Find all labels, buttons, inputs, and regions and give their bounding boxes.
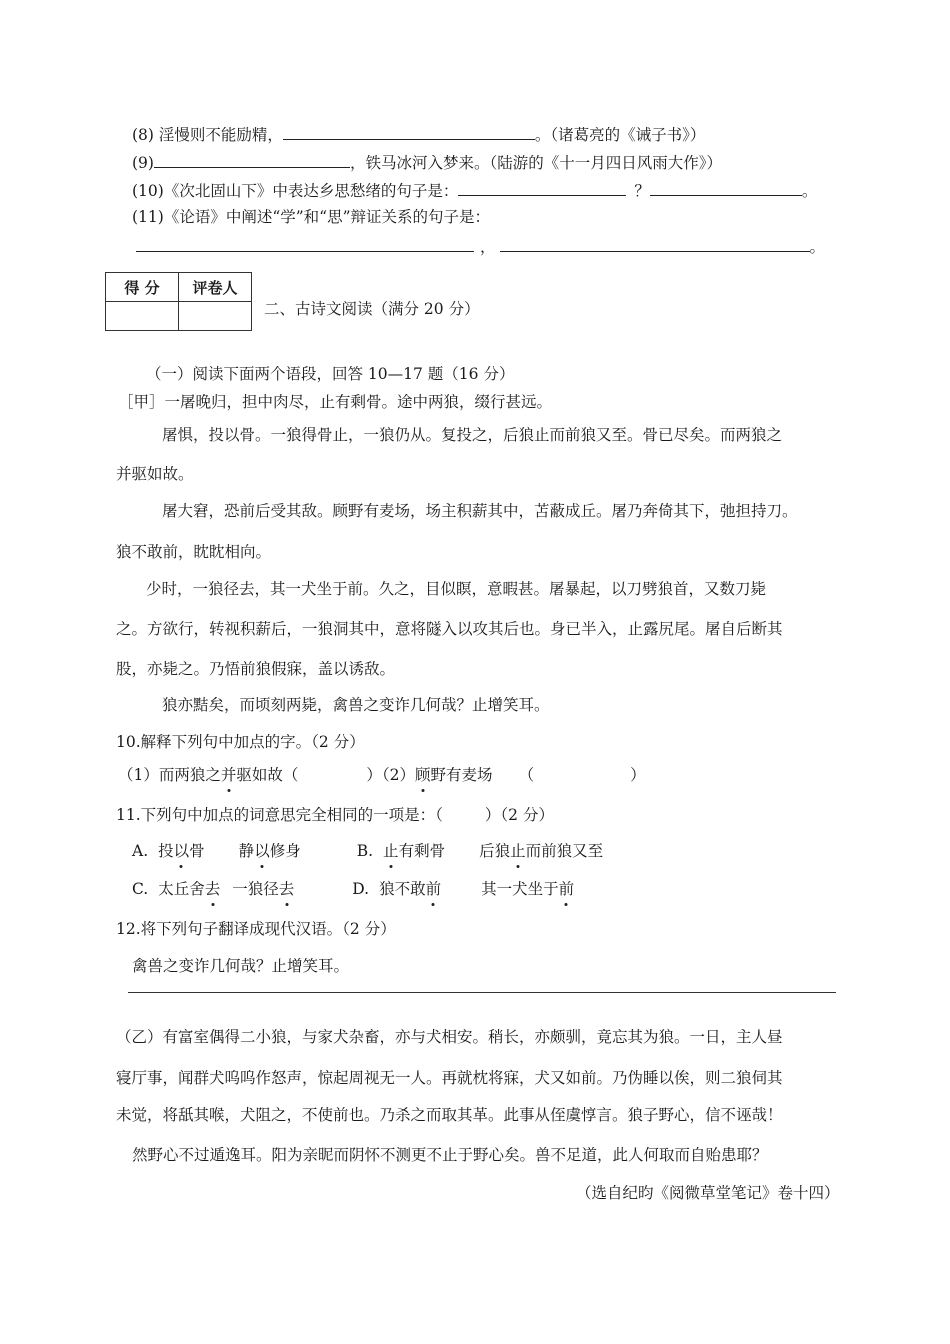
question-10-fill — [132, 178, 817, 202]
q11-option-b-label: B. — [356, 842, 374, 860]
q10-item1-close: ）（2） — [366, 766, 416, 784]
q10-fill-suffix: 。 — [801, 182, 818, 200]
q12-title: 12.将下列句子翻译成现代汉语。（2 分） — [116, 920, 396, 938]
q10-item1-suffix: 驱如故（ — [236, 766, 299, 784]
q10-item2-open: （ — [518, 766, 535, 784]
q11-a1-dotted: 以 — [173, 842, 190, 860]
q11-d1-pre: 狼不敢 — [379, 880, 426, 898]
q10-item1-prefix: （1）而两狼之 — [118, 766, 221, 784]
section-title: 二、古诗文阅读（满分 20 分） — [264, 300, 480, 318]
q11-fill-mid: ， — [480, 238, 496, 256]
q10-item2-close: ） — [630, 766, 646, 784]
q11-a1-post: 骨 — [189, 842, 205, 860]
yi-para-1a: （乙）有富室偶得二小狼，与家犬杂畜，亦与犬相安。稍长，亦颇驯，竟忘其为狼。一日，主人昼 — [116, 1028, 783, 1046]
q11-answer-blank-2[interactable] — [500, 234, 810, 252]
q11-d2-dotted: 前 — [558, 880, 575, 898]
q9-suffix: ，铁马冰河入梦来。（陆游的《十一月四日风雨大作》） — [349, 154, 722, 172]
q11-option-c-label: C. — [132, 880, 149, 898]
part1-intro: （一）阅读下面两个语段，回答 10—17 题（16 分） — [146, 365, 515, 383]
q10-answer-blank-2[interactable] — [650, 178, 802, 196]
jia-para-4a: 少时，一狼径去，其一犬坐于前。久之，目似瞑，意暇甚。屠暴起，以刀劈狼首，又数刀毙 — [146, 580, 767, 598]
q10-answer-blank-1[interactable] — [458, 178, 626, 196]
q11-c1-dotted: 去 — [204, 880, 221, 898]
q11-title-close: ）（2 分） — [484, 806, 554, 824]
jia-para-5: 狼亦黠矣，而顷刻两毙，禽兽之变诈几何哉？止增笑耳。 — [162, 696, 550, 714]
yi-para-1c: 未觉，将舐其喉，犬阻之，不使前也。乃杀之而取其革。此事从侄虞惇言。狼子野心，信不诬哉！ — [116, 1106, 783, 1124]
q12-sentence: 禽兽之变诈几何哉？止增笑耳。 — [132, 957, 350, 975]
q10-items — [118, 764, 646, 786]
question-9 — [132, 150, 722, 174]
q12-answer-line[interactable] — [128, 992, 836, 993]
q11-a1-pre: 投 — [158, 842, 174, 860]
q9-answer-blank[interactable] — [154, 150, 350, 168]
q11-b1-dotted: 止 — [383, 842, 399, 860]
question-8 — [132, 122, 705, 146]
q11-b2-dotted: 止 — [510, 842, 526, 860]
q11-b2-post: 而前狼又至 — [525, 842, 604, 860]
jia-para-4c: 股，亦毙之。乃悟前狼假寐，盖以诱敌。 — [116, 660, 396, 678]
q11-c2-dotted: 去 — [278, 880, 295, 898]
jia-para-2a: 屠惧，投以骨。一狼得骨止，一狼仍从。复投之，后狼止而前狼又至。骨已尽矣。而两狼之 — [162, 426, 783, 444]
q8-prefix: (8) 淫慢则不能励精， — [132, 126, 283, 144]
yi-para-2: 然野心不过遁逸耳。阳为亲昵而阴怀不测更不止于野心矣。兽不足道，此人何取而自贻患耶？ — [132, 1146, 768, 1164]
jia-para-3b: 狼不敢前，眈眈相向。 — [116, 543, 272, 561]
q11-b2-pre: 后狼 — [479, 842, 511, 860]
q11-answer-blank-1[interactable] — [136, 234, 474, 252]
q11-a2-post: 修身 — [269, 842, 301, 860]
q10-item1-dotted: 并 — [220, 766, 237, 784]
q11-c2-pre: 一狼径 — [232, 880, 279, 898]
q10-fill-mid: ？ — [634, 182, 650, 200]
score-header: 得 分 — [106, 273, 179, 302]
q8-answer-blank[interactable] — [283, 122, 535, 140]
yi-source: （选自纪昀《阅微草堂笔记》卷十四） — [576, 1184, 840, 1202]
q11-d1-dotted: 前 — [425, 880, 442, 898]
q11-option-d-label: D. — [352, 880, 370, 898]
q11-b1-post: 有剩骨 — [398, 842, 446, 860]
q10-title: 10.解释下列句中加点的字。（2 分） — [116, 733, 365, 751]
q11-options-cd — [132, 878, 574, 900]
q11-a2-dotted: 以 — [254, 842, 270, 860]
q11-title: 11.下列句中加点的词意思完全相同的一项是：（ — [116, 806, 443, 824]
q10-fill-prefix: (10)《次北固山下》中表达乡思愁绪的句子是： — [132, 182, 459, 200]
q10-item2-dotted: 顾 — [415, 766, 431, 784]
q11-c1-pre: 太丘舍 — [158, 880, 205, 898]
q11-option-a-label: A. — [132, 842, 149, 860]
question-11-blanks — [136, 234, 825, 258]
jia-para-4b: 之。方欲行，转视积薪后，一狼洞其中，意将隧入以攻其后也。身已半入，止露尻尾。屠自后断其 — [116, 620, 783, 638]
jia-para-2b: 并驱如故。 — [116, 465, 194, 483]
grader-header: 评卷人 — [179, 273, 252, 302]
q8-suffix: 。（诸葛亮的《诫子书》） — [534, 126, 706, 144]
q11-title-line — [116, 804, 554, 826]
q11-a2-pre: 静 — [238, 842, 255, 860]
yi-para-1b: 寝厅事，闻群犬呜呜作怒声，惊起周视无一人。再就枕将寐，犬又如前。乃伪睡以俟，则二狼伺其 — [116, 1069, 783, 1087]
q9-prefix: (9) — [132, 154, 154, 172]
jia-para-1: ［甲］一屠晚归，担中肉尽，止有剩骨。途中两狼，缀行甚远。 — [118, 393, 553, 411]
q10-item2-suffix: 野有麦场 — [430, 766, 493, 784]
question-11-fill — [132, 206, 490, 228]
jia-para-3a: 屠大窘，恐前后受其敌。顾野有麦场，场主积薪其中，苫蔽成丘。屠乃奔倚其下，弛担持刀。 — [162, 502, 798, 520]
score-cell[interactable] — [106, 302, 179, 331]
score-table — [105, 272, 252, 331]
grader-cell[interactable] — [179, 302, 252, 331]
q11-options-ab — [132, 840, 603, 862]
q11-fill-suffix: 。 — [809, 238, 826, 256]
q11-d2-pre: 其一犬坐于 — [481, 880, 559, 898]
q11-fill-text: (11)《论语》中阐述“学”和“思”辩证关系的句子是： — [132, 208, 491, 226]
